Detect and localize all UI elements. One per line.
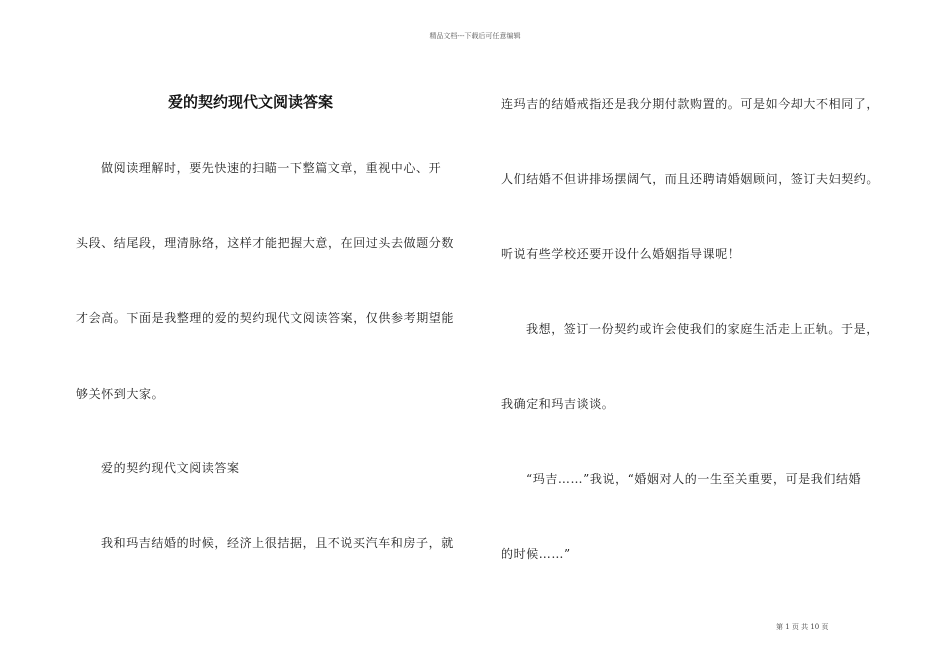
paragraph-line: 我确定和玛吉谈谈。 bbox=[501, 397, 615, 411]
page-number: 第 1 页 共 10 页 bbox=[776, 623, 829, 631]
paragraph-line: 才会高。下面是我整理的爱的契约现代文阅读答案，仅供参考期望能 bbox=[76, 311, 455, 325]
paragraph-line: 连玛吉的结婚戒指还是我分期付款购置的。可是如今却大不相同了， bbox=[501, 97, 880, 111]
header-note: 精品文档---下载后可任意编辑 bbox=[429, 32, 521, 40]
paragraph-line: 听说有些学校还要开设什么婚姻指导课呢！ bbox=[501, 247, 741, 261]
paragraph-line: 够关怀到大家。 bbox=[76, 387, 165, 401]
paragraph-line: 做阅读理解时，要先快速的扫瞄一下整篇文章，重视中心、开 bbox=[101, 161, 442, 175]
paragraph-line: 我想，签订一份契约或许会使我们的家庭生活走上正轨。于是， bbox=[526, 322, 879, 336]
paragraph-line: 头段、结尾段，理清脉络，这样才能把握大意，在回过头去做题分数 bbox=[76, 236, 455, 250]
paragraph-line: “玛吉……”我说，“婚姻对人的一生至关重要，可是我们结婚 bbox=[526, 472, 862, 486]
paragraph-line: 人们结婚不但讲排场摆阔气，而且还聘请婚姻顾问，签订夫妇契约。 bbox=[501, 172, 880, 186]
document-title: 爱的契约现代文阅读答案 bbox=[168, 93, 334, 111]
section-heading: 爱的契约现代文阅读答案 bbox=[101, 461, 240, 475]
paragraph-line: 我和玛吉结婚的时候，经济上很拮据，且不说买汽车和房子，就 bbox=[101, 536, 454, 550]
paragraph-line: 的时候……” bbox=[501, 547, 571, 561]
